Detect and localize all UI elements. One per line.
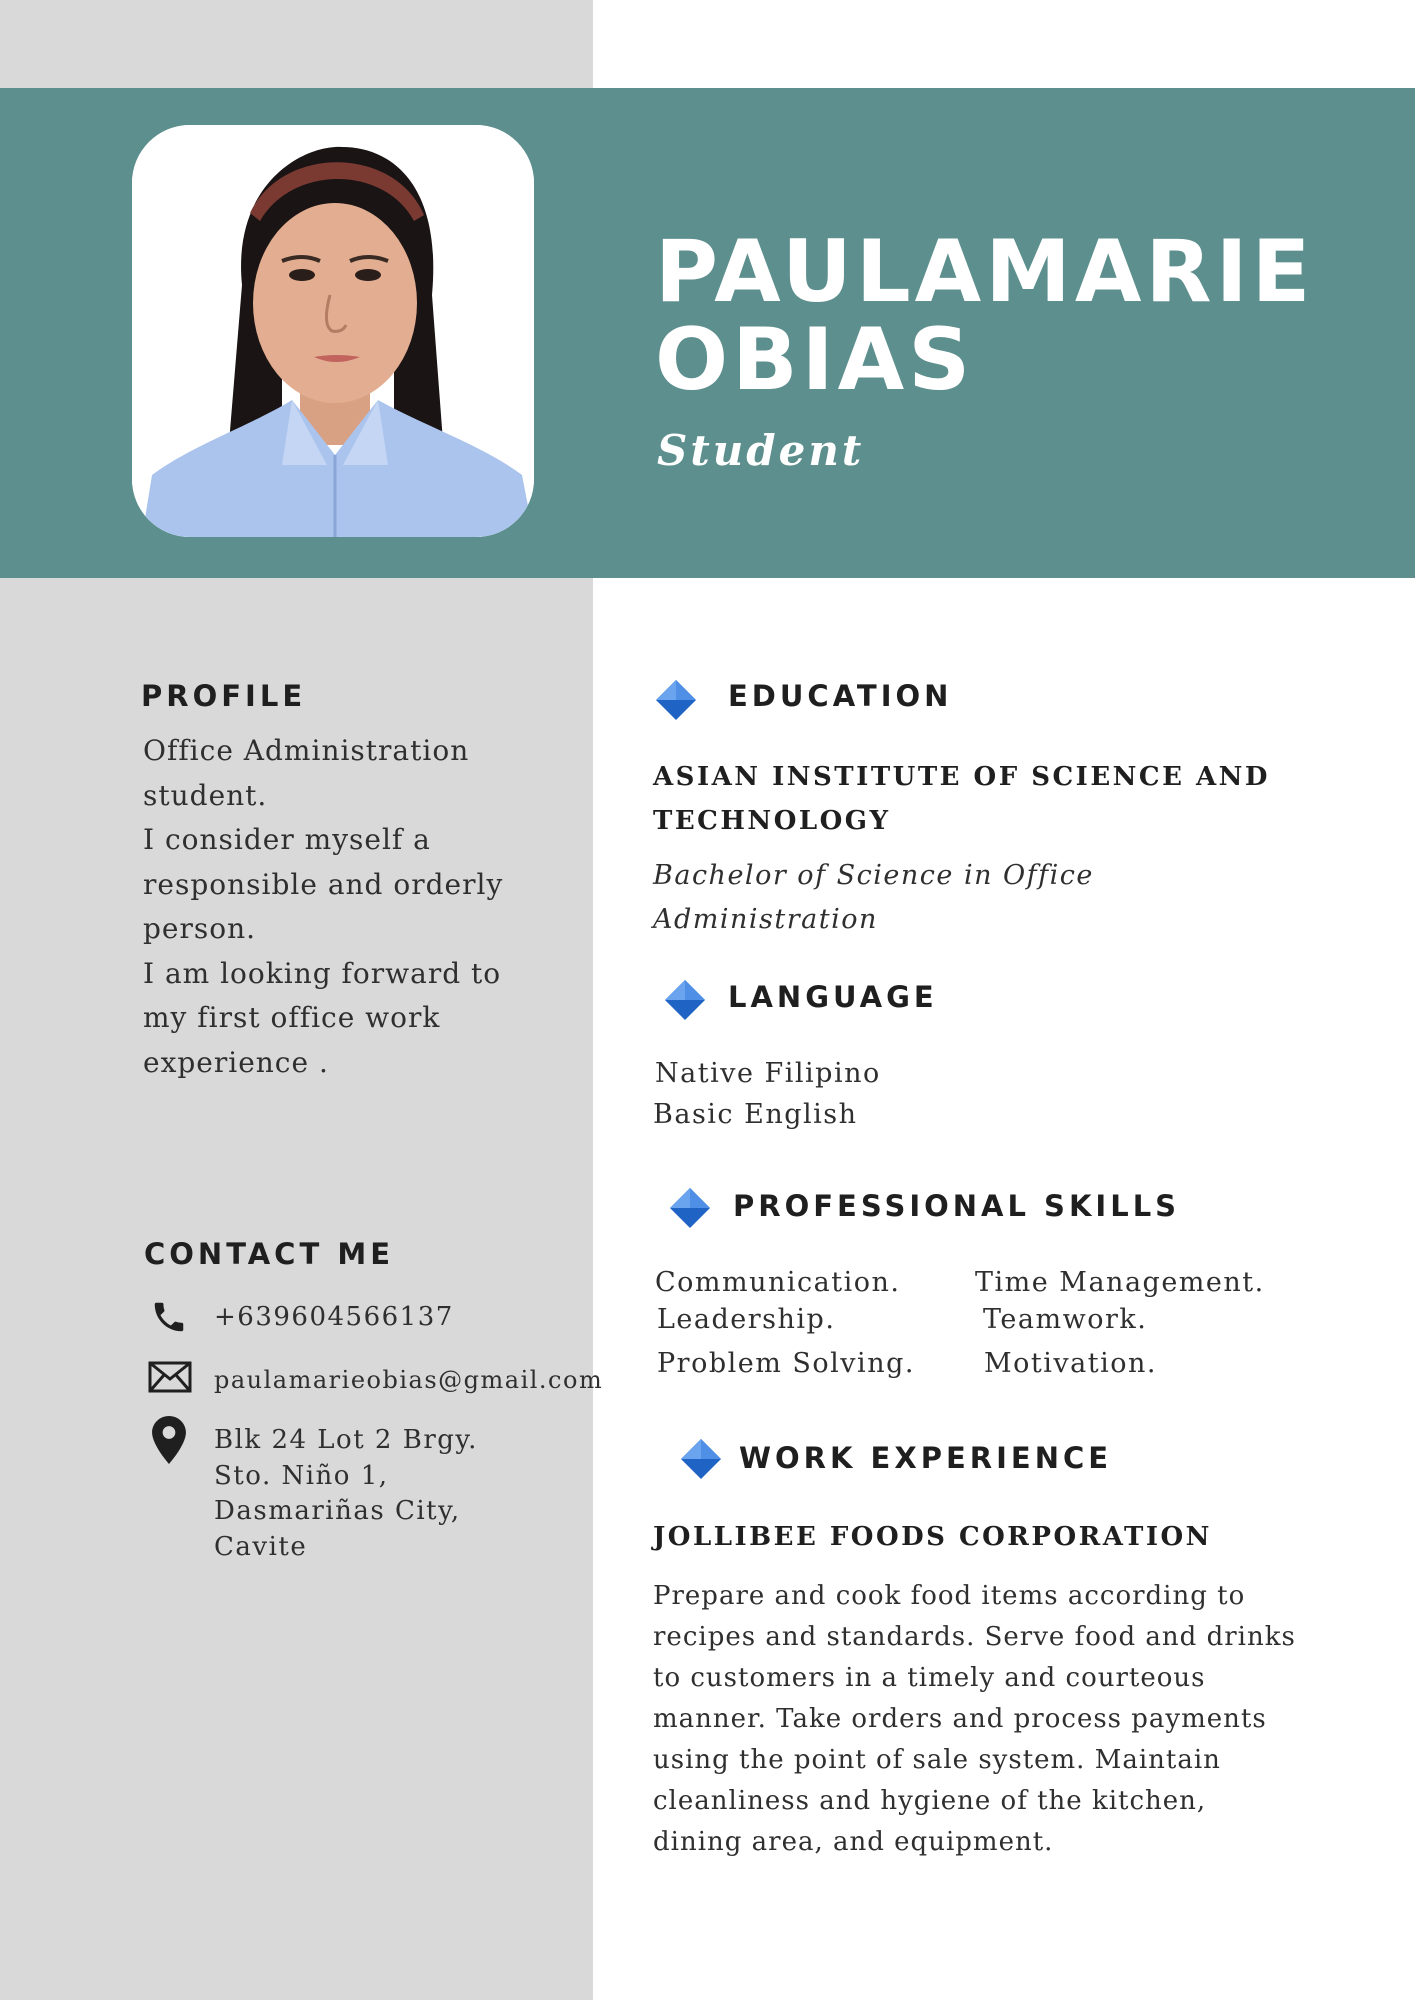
profile-line: my first office work [143, 1001, 441, 1034]
diamond-bullet-icon [668, 1186, 712, 1230]
work-line: dining area, and equipment. [653, 1827, 1054, 1857]
profile-photo [132, 125, 534, 537]
work-line: cleanliness and hygiene of the kitchen, [653, 1786, 1207, 1816]
postal-address [214, 1423, 478, 1565]
address-line: Sto. Niño 1, [214, 1460, 389, 1491]
school-line: ASIAN INSTITUTE OF SCIENCE AND [653, 762, 1270, 792]
language-item: Basic English [653, 1099, 858, 1130]
school-line: TECHNOLOGY [653, 806, 891, 836]
skills-heading: PROFESSIONAL SKILLS [733, 1189, 1181, 1223]
work-line: manner. Take orders and process payments [653, 1704, 1267, 1734]
full-name [655, 222, 1375, 410]
profile-line: Office Administration [143, 734, 470, 767]
language-heading: LANGUAGE [728, 980, 938, 1014]
profile-line: person. [143, 912, 257, 945]
profile-line: I consider myself a [143, 823, 431, 856]
diamond-bullet-icon [654, 678, 698, 722]
work-heading: WORK EXPERIENCE [739, 1441, 1113, 1475]
degree [653, 854, 1094, 942]
degree-line: Administration [653, 904, 878, 935]
skill-item: Teamwork. [983, 1304, 1148, 1335]
work-line: using the point of sale system. Maintain [653, 1745, 1221, 1775]
work-description [653, 1576, 1333, 1863]
address-line: Dasmariñas City, [214, 1496, 461, 1526]
profile-line: experience . [143, 1045, 329, 1079]
email-address[interactable]: paulamarieobias@gmail.com [214, 1366, 604, 1394]
work-line: to customers in a timely and courteous [653, 1663, 1206, 1693]
degree-line: Bachelor of Science in Office [653, 860, 1094, 891]
company-name: JOLLIBEE FOODS CORPORATION [653, 1522, 1212, 1552]
work-line: recipes and standards. Serve food and drinks [653, 1622, 1296, 1652]
skill-item: Problem Solving. [657, 1348, 915, 1379]
profile-line: student. [143, 778, 268, 812]
skill-item: Motivation. [984, 1348, 1157, 1379]
job-title: Student [657, 426, 865, 475]
phone-icon [150, 1298, 188, 1336]
portrait-illustration [132, 125, 534, 537]
education-heading: EDUCATION [728, 679, 953, 713]
diamond-bullet-icon [663, 978, 707, 1022]
skill-item: Time Management. [975, 1267, 1265, 1298]
location-pin-icon [152, 1416, 186, 1464]
last-name: OBIAS [655, 310, 975, 410]
address-line: Blk 24 Lot 2 Brgy. [214, 1425, 478, 1455]
contact-heading: CONTACT ME [144, 1237, 395, 1271]
skill-item: Communication. [655, 1267, 901, 1298]
diamond-bullet-icon [679, 1437, 723, 1481]
school-name [653, 755, 1270, 843]
profile-heading: PROFILE [141, 679, 307, 713]
envelope-icon [148, 1361, 192, 1393]
work-line: Prepare and cook food items according to [653, 1581, 1246, 1611]
first-name: PAULAMARIE [655, 222, 1315, 322]
skill-item: Leadership. [657, 1304, 836, 1335]
address-line: Cavite [214, 1531, 308, 1562]
profile-text [143, 729, 503, 1085]
phone-number[interactable]: +639604566137 [214, 1302, 454, 1332]
language-item: Native Filipino [655, 1058, 881, 1089]
profile-line: responsible and orderly [143, 867, 504, 901]
profile-line: I am looking forward to [143, 956, 502, 990]
